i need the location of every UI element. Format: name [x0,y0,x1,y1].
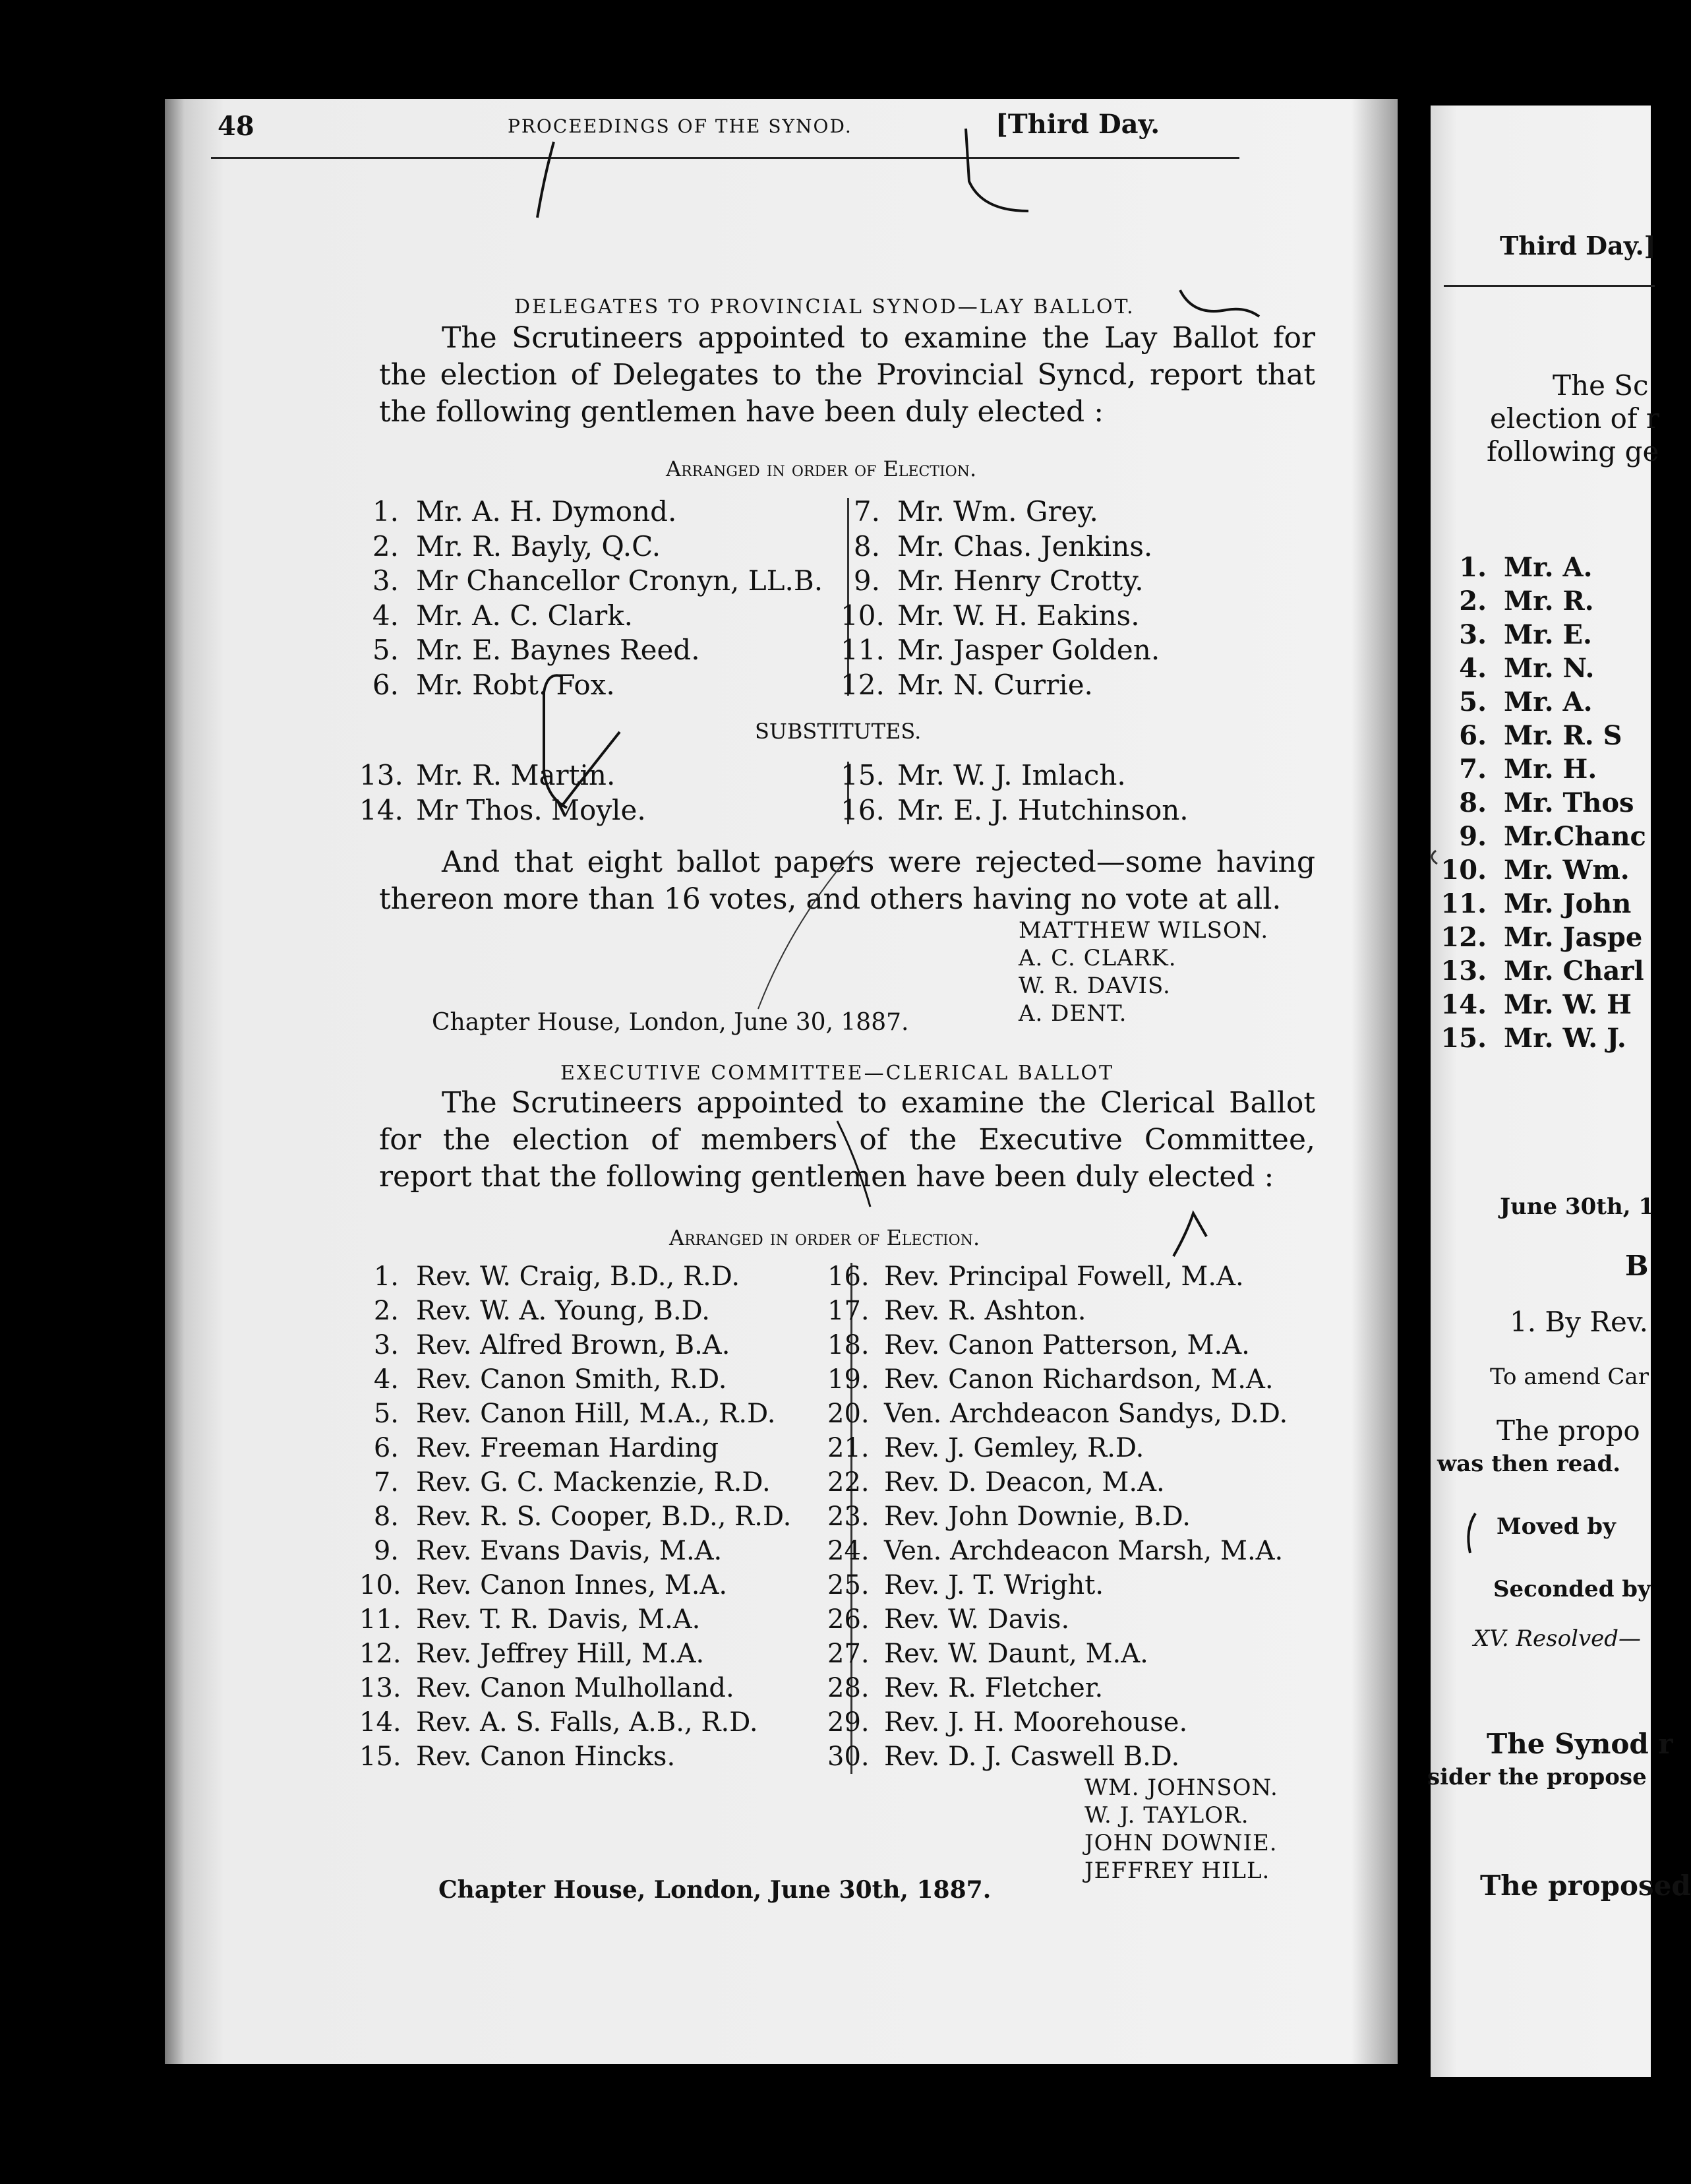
list-item: 29. Rev. J. H. Moorehouse. [827,1707,1188,1738]
list-item: 5. Mr. A. [1459,686,1593,717]
right-item-fragment: 1. By Rev. [1510,1306,1648,1338]
list-item: 9. Rev. Evans Davis, M.A. [373,1536,723,1566]
list-item: 1. Rev. W. Craig, B.D., R.D. [373,1261,740,1292]
clerical-dateline: Chapter House, London, June 30th, 1887. [438,1876,992,1904]
list-item: 19. Rev. Canon Richardson, M.A. [827,1364,1274,1395]
list-item: 22. Rev. D. Deacon, M.A. [827,1467,1165,1498]
right-synod-line: The Synod r [1487,1728,1673,1760]
list-item: 8. Mr. Chas. Jenkins. [853,530,1153,562]
clerical-ballot-title: EXECUTIVE COMMITTEE—CLERICAL BALLOT [560,1062,1115,1085]
pen-stroke [966,129,1028,211]
list-item: 6. Rev. Freeman Harding [373,1433,719,1463]
header-day: [Third Day. [995,109,1160,140]
pen-check [1173,1213,1206,1256]
list-item: 2. Mr. R. Bayly, Q.C. [372,530,661,562]
list-item: 6. Mr. Robt. Fox. [372,668,615,701]
clerical-ballot-intro: The Scrutineers appointed to examine the Clerical Ballot for the election of members of the Executive Committee, report that the following gentlemen have been duly elected : [379,1086,1315,1194]
list-item: 5. Rev. Canon Hill, M.A., R.D. [373,1399,776,1429]
rejected-note: And that eight ballot papers were rejected—some having thereon more than 16 votes, and others having no vote at all. [379,845,1315,916]
list-item: 13. Mr. Charl [1440,956,1644,986]
page-number: 48 [218,111,254,142]
list-item: 12. Mr. N. Currie. [841,668,1093,701]
list-item: 16. Rev. Principal Fowell, M.A. [827,1261,1244,1292]
list-item: 23. Rev. John Downie, B.D. [827,1502,1191,1532]
right-amend-fragment: To amend Car [1490,1364,1649,1390]
list-item: 26. Rev. W. Davis. [827,1604,1070,1635]
list-item: 2. Rev. W. A. Young, B.D. [373,1296,710,1326]
right-pen-marks [1424,0,1651,2184]
lay-order-note: Arranged in order of Election. [666,456,977,481]
right-proposed-fragment: The proposed [1480,1869,1691,1902]
list-item: 3. Rev. Alfred Brown, B.A. [373,1330,730,1360]
list-item: 3. Mr Chancellor Cronyn, LL.B. [372,564,823,597]
right-seconded-fragment: Seconded by [1493,1576,1651,1602]
right-intro-line: The Sc [1553,369,1649,402]
list-item: 12. Rev. Jeffrey Hill, M.A. [359,1639,705,1669]
list-item: 10. Mr. Wm. [1440,855,1630,886]
list-item: 6. Mr. R. S [1459,720,1622,751]
right-date-fragment: June 30th, 1 [1500,1194,1655,1220]
right-b-fragment: B [1625,1250,1649,1282]
signatory: W. R. DAVIS. [1019,973,1171,999]
signatory: JOHN DOWNIE. [1084,1830,1278,1856]
pen-stroke [1432,851,1437,864]
running-title: PROCEEDINGS OF THE SYNOD. [508,115,852,137]
signatory: W. J. TAYLOR. [1084,1802,1249,1829]
list-item: 3. Mr. E. [1459,619,1592,650]
list-item: 11. Rev. T. R. Davis, M.A. [359,1604,701,1635]
pen-stroke [1180,290,1259,317]
list-item: 30. Rev. D. J. Caswell B.D. [827,1742,1180,1772]
list-item: 4. Mr. N. [1459,653,1595,684]
list-item: 16. Mr. E. J. Hutchinson. [841,793,1189,826]
pen-stroke [537,142,554,218]
list-item: 11. Mr. John [1440,888,1632,919]
right-propo-line: The propo [1497,1414,1640,1447]
pen-stroke [837,1121,870,1207]
list-item: 2. Mr. R. [1459,586,1594,617]
lay-ballot-intro: The Scrutineers appointed to examine the Lay Ballot for the election of Delegates to the Provincial Syncd, report that the following gentlemen have been duly elected : [379,321,1315,429]
list-item: 12. Mr. Jaspe [1440,922,1643,953]
list-item: 14. Rev. A. S. Falls, A.B., R.D. [359,1707,758,1738]
signatory: WM. JOHNSON. [1084,1774,1278,1801]
right-resolved-fragment: XV. Resolved— [1473,1625,1642,1652]
list-item: 15. Rev. Canon Hincks. [359,1742,676,1772]
right-intro-line: election of r [1490,402,1659,435]
pen-bracket [544,675,620,808]
list-item: 28. Rev. R. Fletcher. [827,1673,1104,1703]
lay-dateline: Chapter House, London, June 30, 1887. [432,1009,909,1036]
list-item: 18. Rev. Canon Patterson, M.A. [827,1330,1250,1360]
signatory: MATTHEW WILSON. [1019,917,1269,944]
signatory: A. C. CLARK. [1019,945,1177,971]
list-item: 24. Ven. Archdeacon Marsh, M.A. [827,1536,1284,1566]
list-item: 4. Mr. A. C. Clark. [372,599,634,632]
list-item: 27. Rev. W. Daunt, M.A. [827,1639,1148,1669]
right-header-day: Third Day.] [1500,231,1656,260]
right-synod-line: sider the propose [1427,1764,1647,1790]
list-item: 13. Rev. Canon Mulholland. [359,1673,734,1703]
signatory: A. DENT. [1019,1000,1127,1027]
list-item: 15. Mr. W. J. [1440,1023,1626,1054]
list-item: 9. Mr. Henry Crotty. [853,564,1144,597]
substitutes-title: SUBSTITUTES. [755,719,922,744]
list-item: 8. Rev. R. S. Cooper, B.D., R.D. [373,1502,792,1532]
right-moved-fragment: Moved by [1497,1513,1616,1540]
list-item: 5. Mr. E. Baynes Reed. [372,634,700,666]
list-item: 14. Mr Thos. Moyle. [359,793,646,826]
pen-stroke [758,851,854,1009]
list-item: 14. Mr. W. H [1440,989,1632,1020]
list-item: 1. Mr. A. [1459,552,1593,583]
list-item: 25. Rev. J. T. Wright. [827,1570,1104,1600]
list-item: 21. Rev. J. Gemley, R.D. [827,1433,1144,1463]
list-item: 20. Ven. Archdeacon Sandys, D.D. [827,1399,1288,1429]
list-item: 11. Mr. Jasper Golden. [841,634,1160,666]
list-item: 13. Mr. R. Martin. [359,759,616,791]
list-item: 4. Rev. Canon Smith, R.D. [373,1364,727,1395]
right-propo-line: was then read. [1437,1451,1621,1477]
list-item: 17. Rev. R. Ashton. [827,1296,1086,1326]
list-item: 9. Mr.Chanc [1459,821,1646,852]
list-item: 7. Rev. G. C. Mackenzie, R.D. [373,1467,771,1498]
clerical-order-note: Arranged in order of Election. [669,1225,980,1250]
list-item: 10. Rev. Canon Innes, M.A. [359,1570,728,1600]
right-intro-line: following ge [1487,435,1659,468]
list-item: 7. Mr. Wm. Grey. [853,495,1098,528]
signatory: JEFFREY HILL. [1084,1858,1270,1884]
list-item: 7. Mr. H. [1459,754,1597,785]
list-item: 10. Mr. W. H. Eakins. [841,599,1140,632]
list-item: 8. Mr. Thos [1459,787,1634,818]
list-item: 1. Mr. A. H. Dymond. [372,495,677,528]
pen-bracket [1468,1513,1475,1553]
lay-ballot-title: DELEGATES TO PROVINCIAL SYNOD—LAY BALLOT. [514,295,1135,318]
list-item: 15. Mr. W. J. Imlach. [841,759,1126,791]
